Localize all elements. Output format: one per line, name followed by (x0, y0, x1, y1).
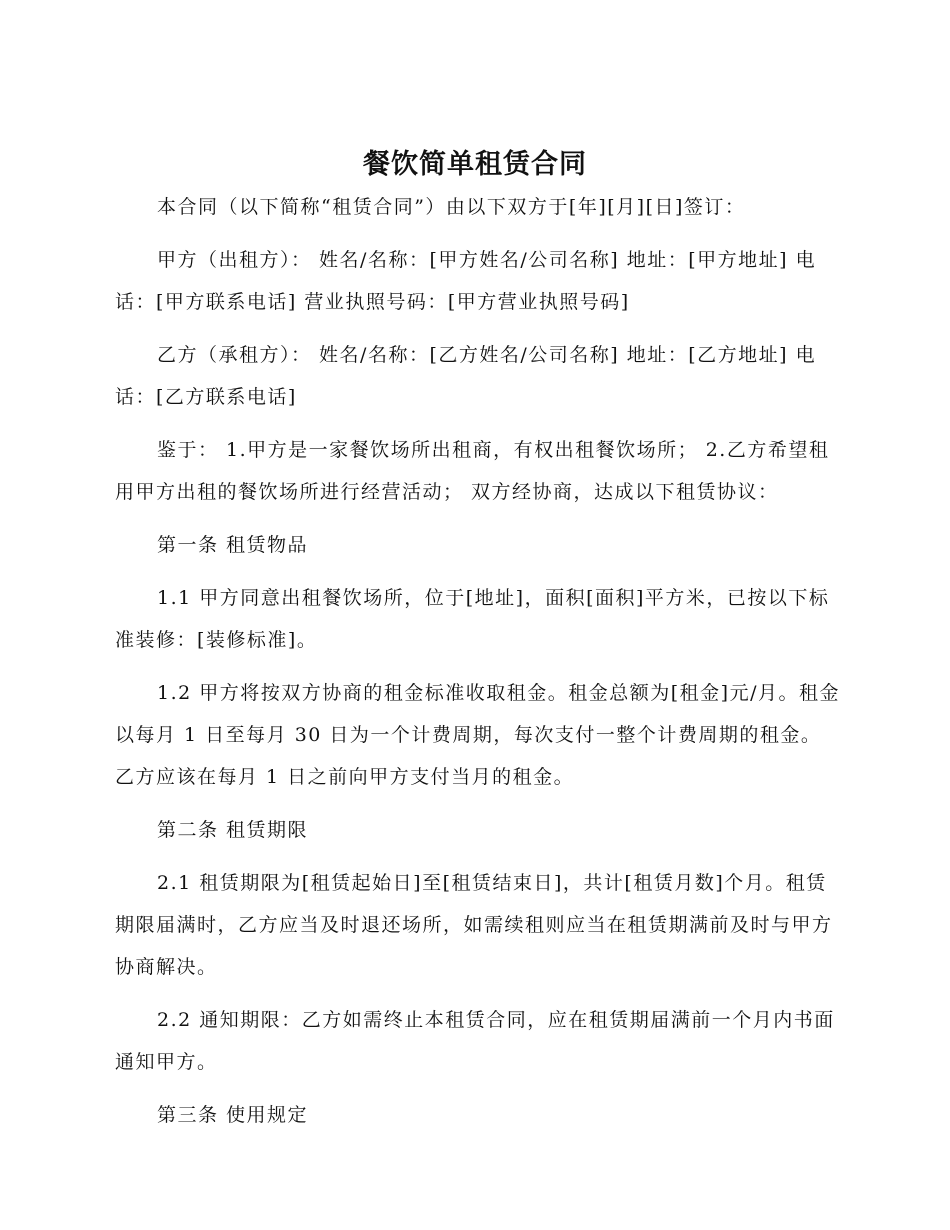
paragraph-party-b: 乙方（承租方）： 姓名/名称：[乙方姓名/公司名称] 地址：[乙方地址] 电话：[乙方联系电话] (115, 344, 817, 408)
paragraph-party-a: 甲方（出租方）： 姓名/名称：[甲方姓名/公司名称] 地址：[甲方地址] 电话：[甲方联系电话] 营业执照号码：[甲方营业执照号码] (115, 249, 817, 313)
clause-1-2: 1.2 甲方将按双方协商的租金标准收取租金。租金总额为[租金]元/月。租金以每月 1 日至每月 30 日为一个计费周期，每次支付一整个计费周期的租金。乙方应该在每月 1 日之前向甲方支付当月的租金。 (115, 682, 840, 788)
section-heading-3: 第三条 使用规定 (157, 1104, 309, 1126)
document-body (115, 186, 840, 1147)
section-heading-1: 第一条 租赁物品 (157, 534, 309, 556)
clause-1-1: 1.1 甲方同意出租餐饮场所，位于[地址]，面积[面积]平方米，已按以下标准装修：[装修标准]。 (115, 587, 830, 651)
clause-2-2: 2.2 通知期限：乙方如需终止本租赁合同，应在租赁期届满前一个月内书面通知甲方。 (115, 1009, 835, 1073)
clause-2-1: 2.1 租赁期限为[租赁起始日]至[租赁结束日]，共计[租赁月数]个月。租赁期限届满时，乙方应当及时退还场所，如需续租则应当在租赁期满前及时与甲方协商解决。 (115, 872, 833, 978)
paragraph-whereas: 鉴于： 1.甲方是一家餐饮场所出租商，有权出租餐饮场所； 2.乙方希望租用甲方出租的餐饮场所进行经营活动； 双方经协商，达成以下租赁协议： (115, 439, 830, 503)
paragraph-signing-intro: 本合同（以下简称“租赁合同”）由以下双方于[年][月][日]签订： (157, 196, 746, 218)
section-heading-2: 第二条 租赁期限 (157, 819, 309, 841)
document-title: 餐饮简单租赁合同 (363, 149, 587, 180)
